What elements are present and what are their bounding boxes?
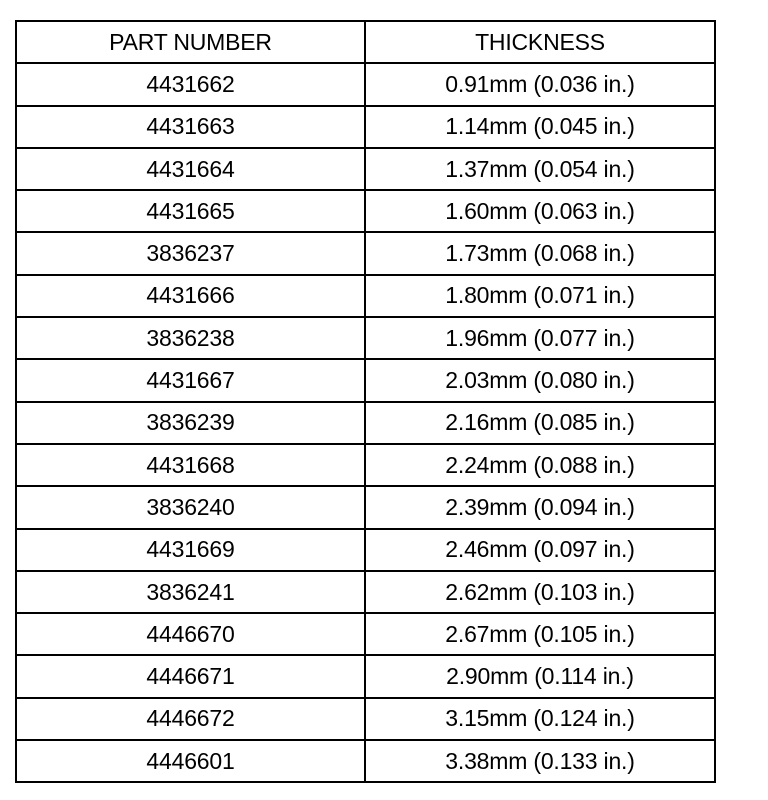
part-number-cell: 4446671 [16, 655, 365, 697]
table-row [16, 359, 715, 401]
part-number-cell: 3836240 [16, 486, 365, 528]
part-number-cell: 3836241 [16, 571, 365, 613]
thickness-cell: 2.90mm (0.114 in.) [365, 655, 715, 697]
thickness-cell: 2.46mm (0.097 in.) [365, 529, 715, 571]
table-row [16, 571, 715, 613]
table-row [16, 275, 715, 317]
thickness-cell: 1.37mm (0.054 in.) [365, 148, 715, 190]
thickness-cell: 2.03mm (0.080 in.) [365, 359, 715, 401]
part-number-cell: 4446601 [16, 740, 365, 782]
table-body [16, 63, 715, 782]
table-row [16, 486, 715, 528]
part-number-cell: 4431664 [16, 148, 365, 190]
table-row [16, 613, 715, 655]
part-number-header: PART NUMBER [16, 21, 365, 63]
table-row [16, 63, 715, 105]
thickness-cell: 1.80mm (0.071 in.) [365, 275, 715, 317]
table-row [16, 232, 715, 274]
part-number-cell: 4431663 [16, 106, 365, 148]
part-number-cell: 4431669 [16, 529, 365, 571]
part-number-cell: 4446672 [16, 698, 365, 740]
thickness-cell: 2.16mm (0.085 in.) [365, 402, 715, 444]
part-number-cell: 4431665 [16, 190, 365, 232]
part-number-cell: 4431666 [16, 275, 365, 317]
thickness-cell: 1.14mm (0.045 in.) [365, 106, 715, 148]
thickness-cell: 1.73mm (0.068 in.) [365, 232, 715, 274]
part-number-cell: 3836239 [16, 402, 365, 444]
thickness-cell: 2.39mm (0.094 in.) [365, 486, 715, 528]
thickness-cell: 3.38mm (0.133 in.) [365, 740, 715, 782]
table-row [16, 698, 715, 740]
thickness-cell: 0.91mm (0.036 in.) [365, 63, 715, 105]
thickness-cell: 2.24mm (0.088 in.) [365, 444, 715, 486]
part-number-cell: 4431668 [16, 444, 365, 486]
table-header [16, 21, 715, 63]
thickness-cell: 3.15mm (0.124 in.) [365, 698, 715, 740]
thickness-cell: 1.60mm (0.063 in.) [365, 190, 715, 232]
table-row [16, 655, 715, 697]
thickness-cell: 1.96mm (0.077 in.) [365, 317, 715, 359]
table-row [16, 402, 715, 444]
part-number-cell: 4431662 [16, 63, 365, 105]
header-row [16, 21, 715, 63]
thickness-cell: 2.62mm (0.103 in.) [365, 571, 715, 613]
part-number-cell: 3836238 [16, 317, 365, 359]
part-number-cell: 4446670 [16, 613, 365, 655]
table-row [16, 317, 715, 359]
table-row [16, 740, 715, 782]
table-row [16, 444, 715, 486]
table-row [16, 529, 715, 571]
table-row [16, 148, 715, 190]
part-thickness-table [15, 20, 716, 783]
thickness-cell: 2.67mm (0.105 in.) [365, 613, 715, 655]
table-row [16, 190, 715, 232]
part-number-cell: 3836237 [16, 232, 365, 274]
part-number-cell: 4431667 [16, 359, 365, 401]
table-row [16, 106, 715, 148]
thickness-header: THICKNESS [365, 21, 715, 63]
